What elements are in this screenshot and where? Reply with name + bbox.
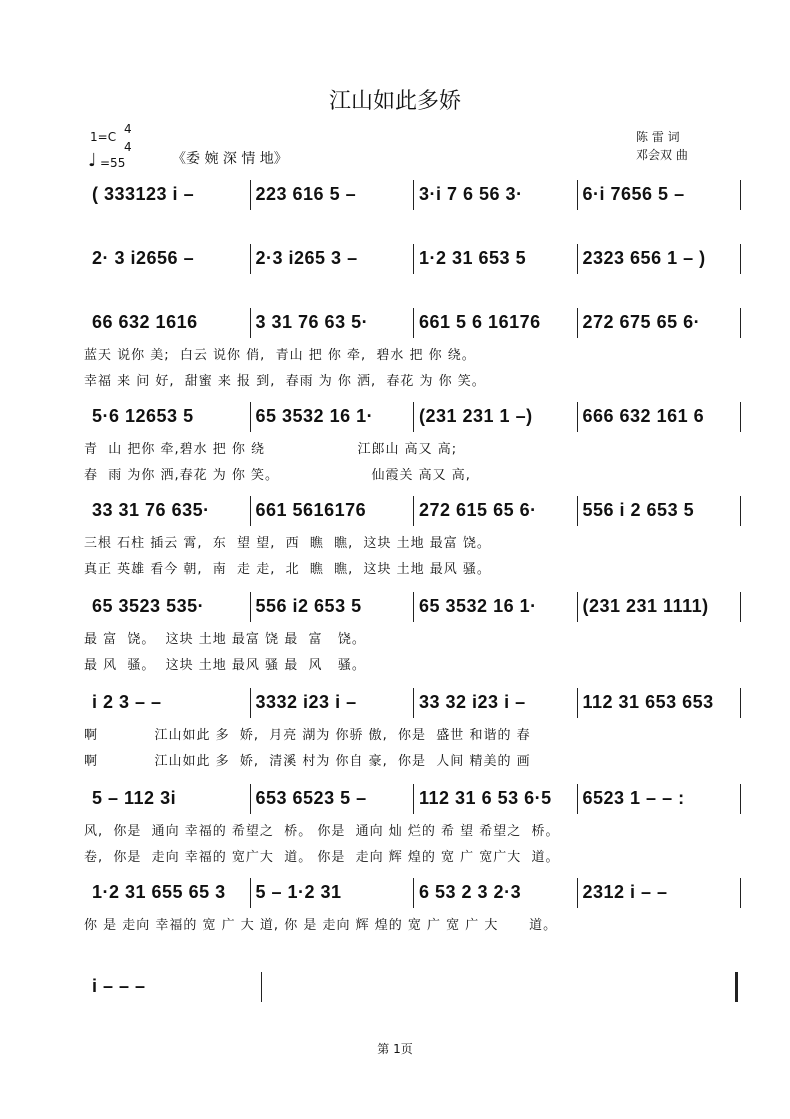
- measure: ( 333123 i –: [92, 184, 195, 204]
- measure: 661 5 6 16176: [419, 312, 541, 332]
- lyric-line-1: 青 山 把你 牵,碧水 把 你 绕 江郎山 高又 高;: [84, 442, 458, 457]
- notation-line: [0, 308, 790, 340]
- bar-line: [577, 784, 578, 814]
- bar-line: [740, 784, 741, 814]
- bar-line: [577, 688, 578, 718]
- measure: 272 615 65 6·: [419, 500, 537, 520]
- lyric-line-2: 幸福 来 问 好, 甜蜜 来 报 到, 春雨 为 你 洒, 春花 为 你 笑。: [84, 374, 486, 389]
- bar-line: [740, 592, 741, 622]
- notation-line: [0, 688, 790, 720]
- stave-8: [0, 784, 790, 880]
- lyric-line-2: 啊 江山如此 多 娇, 清溪 村为 你自 豪, 你是 人间 精美的 画: [84, 754, 531, 769]
- notation-line: [0, 244, 790, 276]
- measure: 5 – 112 3i: [92, 788, 177, 808]
- bar-line: [740, 180, 741, 210]
- notation-line: [0, 878, 790, 910]
- bar-line: [740, 496, 741, 526]
- lyric-line-1: 你 是 走向 幸福的 宽 广 大 道, 你 是 走向 辉 煌的 宽 广 宽 广 大 道。: [84, 918, 558, 933]
- bar-line: [250, 496, 251, 526]
- bar-line: [250, 180, 251, 210]
- bar-line: [250, 402, 251, 432]
- quarter-note-icon: ♩: [88, 150, 97, 171]
- bar-line: [413, 308, 414, 338]
- measure: 65 3523 535·: [92, 596, 205, 616]
- lyric-line-1: 蓝天 说你 美; 白云 说你 俏, 青山 把 你 牵, 碧水 把 你 绕。: [84, 348, 476, 363]
- measure: 33 32 i23 i –: [419, 692, 526, 712]
- measure: 66 632 1616: [92, 312, 198, 332]
- stave-9: [0, 878, 790, 974]
- bar-line: [250, 688, 251, 718]
- measure: 6 53 2 3 2·3: [419, 882, 522, 902]
- measure: (231 231 1 –): [419, 406, 533, 426]
- measure: 3·i 7 6 56 3·: [419, 184, 523, 204]
- measure: 3332 i23 i –: [255, 692, 357, 712]
- measure: 6523 1 – – :: [582, 788, 685, 808]
- bar-line: [250, 244, 251, 274]
- measure: 112 31 653 653: [582, 692, 714, 712]
- bar-line: [413, 180, 414, 210]
- measure: 112 31 6 53 6·5: [419, 788, 552, 808]
- bar-line: [740, 402, 741, 432]
- bar-line: [740, 308, 741, 338]
- bar-line: [250, 308, 251, 338]
- bar-line: [250, 592, 251, 622]
- stave-5: [0, 496, 790, 592]
- notation-line: [0, 496, 790, 528]
- measure: (231 231 1111): [582, 596, 709, 616]
- bar-line: [413, 688, 414, 718]
- notation-line: [0, 592, 790, 624]
- bar-line: [250, 784, 251, 814]
- measure: 33 31 76 635·: [92, 500, 210, 520]
- final-bar-line: [735, 972, 738, 1002]
- lyric-line-1: 最 富 饶。 这块 土地 最富 饶 最 富 饶。: [84, 632, 366, 647]
- notation-line: [0, 402, 790, 434]
- bar-line: [577, 402, 578, 432]
- measure: 556 i 2 653 5: [582, 500, 695, 520]
- lyric-line-1: 啊 江山如此 多 娇, 月亮 湖为 你骄 傲, 你是 盛世 和谐的 春: [84, 728, 531, 743]
- lyric-line-2: 春 雨 为你 洒,春花 为 你 笑。 仙霞关 高又 高,: [84, 468, 471, 483]
- measure: 65 3532 16 1·: [255, 406, 374, 426]
- bar-line: [413, 878, 414, 908]
- bar-line: [740, 688, 741, 718]
- lyric-line-2: 真正 英雄 看今 朝, 南 走 走, 北 瞧 瞧, 这块 土地 最风 骚。: [84, 562, 491, 577]
- measure: 65 3532 16 1·: [419, 596, 537, 616]
- measure: 2323 656 1 – ): [582, 248, 706, 268]
- song-title: 江山如此多娇: [328, 89, 461, 114]
- bar-line: [250, 878, 251, 908]
- measure: 272 675 65 6·: [582, 312, 701, 332]
- bar-line: [413, 244, 414, 274]
- bar-line: [577, 244, 578, 274]
- measure: 1·2 31 655 65 3: [92, 882, 226, 902]
- bar-line: [577, 496, 578, 526]
- measure: 661 5616176: [255, 500, 367, 520]
- stave-7: [0, 688, 790, 784]
- bar-line: [740, 878, 741, 908]
- measure: 6·i 7656 5 –: [582, 184, 685, 204]
- time-signature-bottom: 4: [124, 140, 132, 154]
- measure: i – – –: [92, 976, 146, 996]
- notation-line: [0, 972, 790, 1004]
- lyricist-credit: 陈 雷 词: [636, 130, 680, 144]
- bar-line: [577, 308, 578, 338]
- lyric-line-2: 最 风 骚。 这块 土地 最风 骚 最 风 骚。: [84, 658, 366, 673]
- measure: 3 31 76 63 5·: [255, 312, 369, 332]
- stave-3: [0, 308, 790, 404]
- bar-line: [261, 972, 262, 1002]
- page-number: 第 1页: [377, 1042, 413, 1056]
- bar-line: [577, 180, 578, 210]
- measure: 653 6523 5 –: [255, 788, 367, 808]
- time-signature-top: 4: [124, 122, 132, 136]
- lyric-line-1: 风, 你是 通向 幸福的 希望之 桥。 你是 通向 灿 烂的 希 望 希望之 桥。: [84, 824, 560, 839]
- bar-line: [413, 496, 414, 526]
- measure: 1·2 31 653 5: [419, 248, 527, 268]
- bar-line: [740, 244, 741, 274]
- notation-line: [0, 180, 790, 212]
- expression-marking: 《委 婉 深 情 地》: [172, 151, 288, 167]
- bar-line: [413, 402, 414, 432]
- measure: 5 – 1·2 31: [255, 882, 342, 902]
- stave-6: [0, 592, 790, 688]
- bar-line: [413, 784, 414, 814]
- composer-credit: 邓会双 曲: [636, 148, 688, 162]
- key-signature: 1=C: [90, 130, 117, 144]
- lyric-line-2: 卷, 你是 走向 幸福的 宽广大 道。 你是 走向 辉 煌的 宽 广 宽广大 道。: [84, 850, 560, 865]
- measure: 666 632 161 6: [582, 406, 705, 426]
- notation-line: [0, 784, 790, 816]
- measure: 2·3 i265 3 –: [255, 248, 358, 268]
- bar-line: [577, 878, 578, 908]
- bar-line: [413, 592, 414, 622]
- stave-4: [0, 402, 790, 498]
- measure: 5·6 12653 5: [92, 406, 194, 426]
- measure: 2312 i – –: [582, 882, 668, 902]
- bar-line: [577, 592, 578, 622]
- lyric-line-1: 三根 石柱 插云 霄, 东 望 望, 西 瞧 瞧, 这块 土地 最富 饶。: [84, 536, 491, 551]
- measure: 556 i2 653 5: [255, 596, 362, 616]
- tempo-marking: =55: [100, 156, 126, 170]
- measure: 223 616 5 –: [255, 184, 357, 204]
- measure: i 2 3 – –: [92, 692, 162, 712]
- measure: 2· 3 i2656 –: [92, 248, 195, 268]
